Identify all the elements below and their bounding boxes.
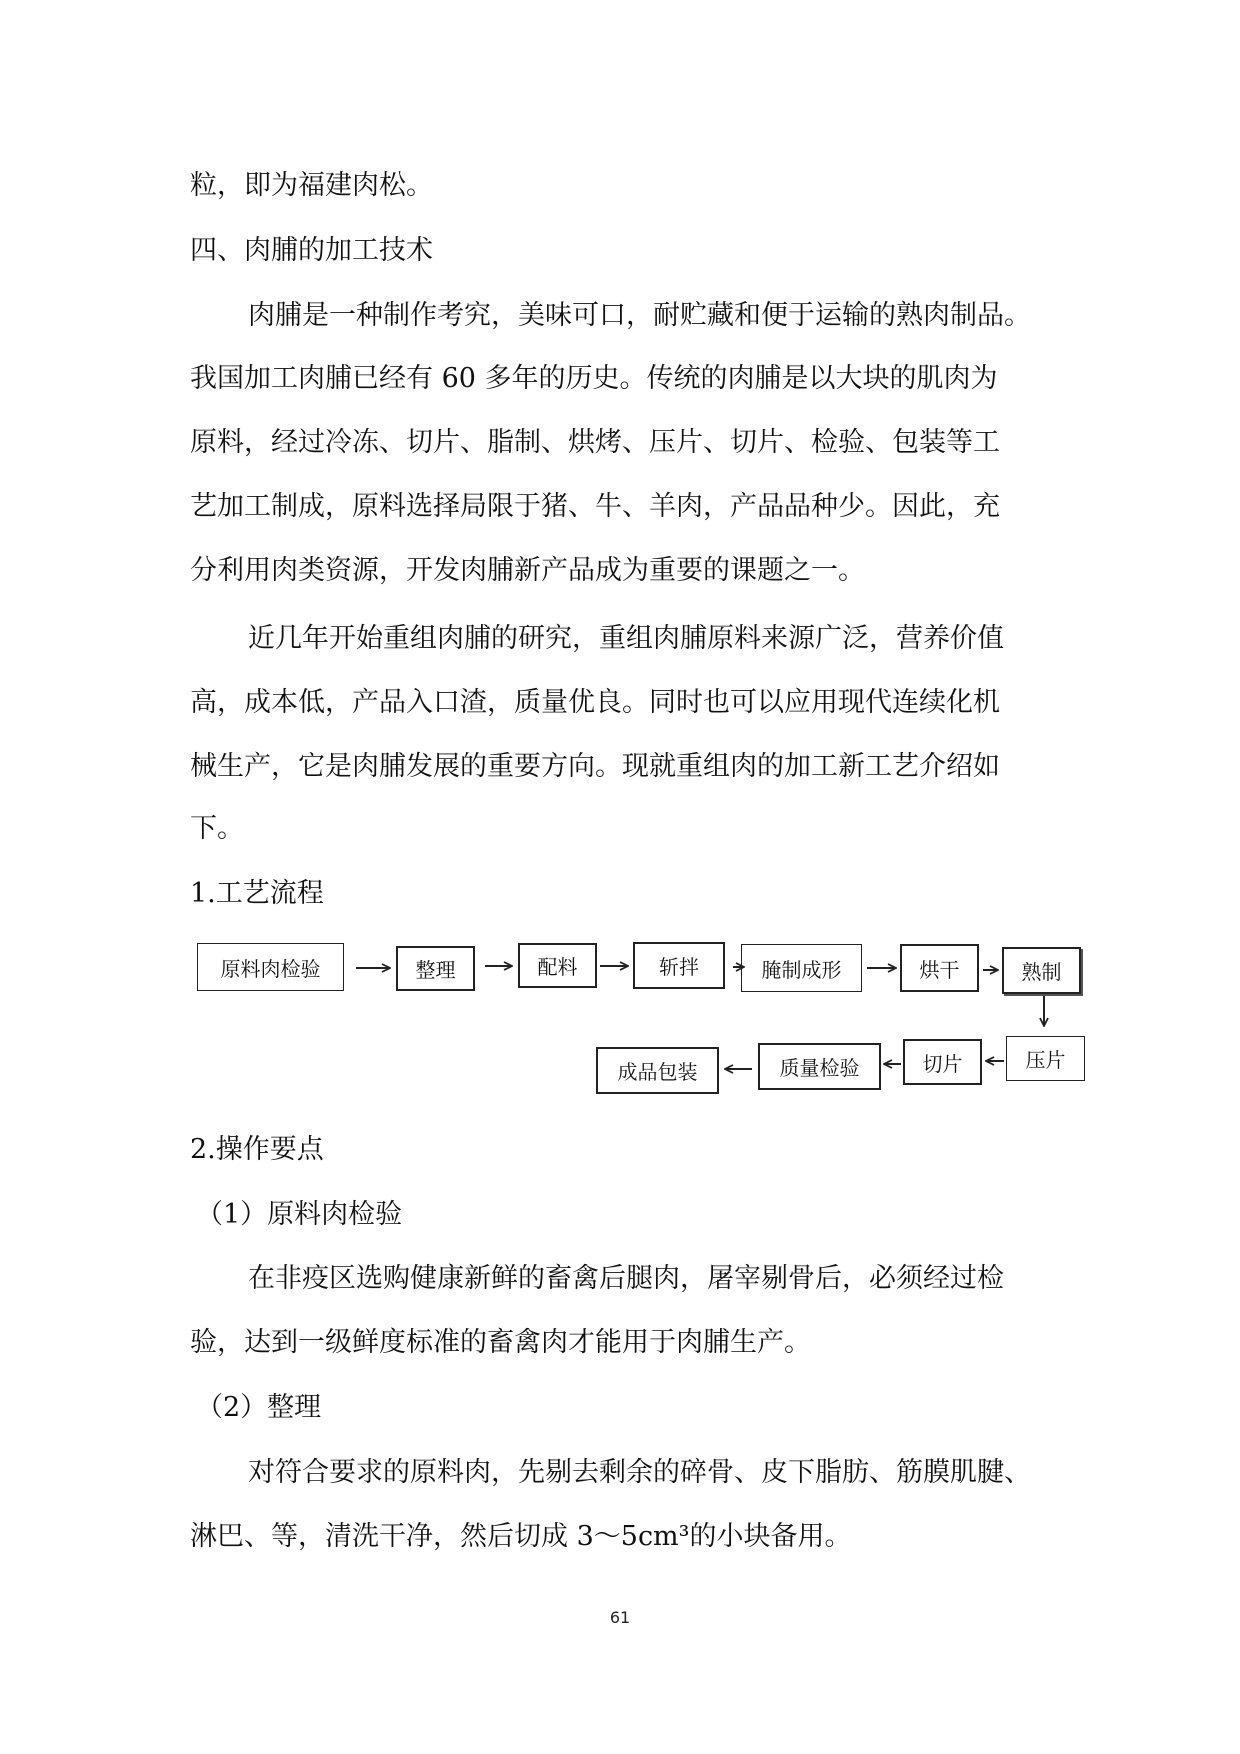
paragraph-1-line-3: 原料，经过冷冻、切片、脂制、烘烤、压片、切片、检验、包装等工: [190, 427, 1000, 458]
item-2-line-1: 对符合要求的原料肉，先剔去剩余的碎骨、皮下脂肪、筋膜肌腱、: [248, 1457, 1031, 1488]
subheading-process-flow: 1.工艺流程: [190, 878, 324, 909]
paragraph-1-line-5: 分利用肉类资源，开发肉脯新产品成为重要的课题之一。: [190, 555, 865, 586]
paragraph-1-line-2: 我国加工肉脯已经有 60 多年的历史。传统的肉脯是以大块的肌肉为: [190, 363, 998, 394]
flow-step-trimming: 整理: [396, 946, 475, 991]
item-1-line-1: 在非疫区选购健康新鲜的畜禽后腿肉，屠宰剔骨后，必须经过检: [248, 1263, 1004, 1294]
flow-step-chopping: 斩拌: [633, 942, 725, 989]
item-2-heading: （2）整理: [196, 1392, 322, 1423]
paragraph-1-line-1: 肉脯是一种制作考究，美味可口，耐贮藏和便于运输的熟肉制品。: [248, 300, 1031, 331]
paragraph-2-line-3: 械生产，它是肉脯发展的重要方向。现就重组肉的加工新工艺介绍如: [190, 751, 1000, 782]
flow-step-slicing: 切片: [903, 1039, 982, 1085]
flow-step-raw-meat-inspection: 原料肉检验: [197, 943, 344, 991]
flow-step-quality-inspection: 质量检验: [758, 1043, 881, 1090]
section-heading: 四、肉脯的加工技术: [190, 235, 433, 266]
flow-step-pressing: 压片: [1006, 1036, 1085, 1081]
paragraph-2-line-4: 下。: [190, 813, 244, 844]
text-line-continuation: 粒，即为福建肉松。: [190, 170, 433, 201]
item-1-heading: （1）原料肉检验: [196, 1199, 403, 1230]
paragraph-2-line-2: 高，成本低，产品入口渣，质量优良。同时也可以应用现代连续化机: [190, 687, 1000, 718]
item-2-line-2: 淋巴、等，清洗干净，然后切成 3～5cm³的小块备用。: [190, 1521, 852, 1552]
flow-step-drying: 烘干: [900, 944, 979, 992]
paragraph-1-line-4: 艺加工制成，原料选择局限于猪、牛、羊肉，产品品种少。因此，充: [190, 491, 1000, 522]
page-number: 61: [609, 1608, 631, 1627]
item-1-line-2: 验，达到一级鲜度标准的畜禽肉才能用于肉脯生产。: [190, 1327, 811, 1358]
flow-step-curing-forming: 腌制成形: [741, 944, 862, 992]
paragraph-2-line-1: 近几年开始重组肉脯的研究，重组肉脯原料来源广泛，营养价值: [248, 623, 1004, 654]
flow-step-cooking: 熟制: [1002, 947, 1081, 994]
subheading-operation-points: 2.操作要点: [190, 1134, 324, 1165]
flow-step-packaging: 成品包装: [596, 1047, 719, 1094]
flow-step-batching: 配料: [518, 943, 597, 988]
